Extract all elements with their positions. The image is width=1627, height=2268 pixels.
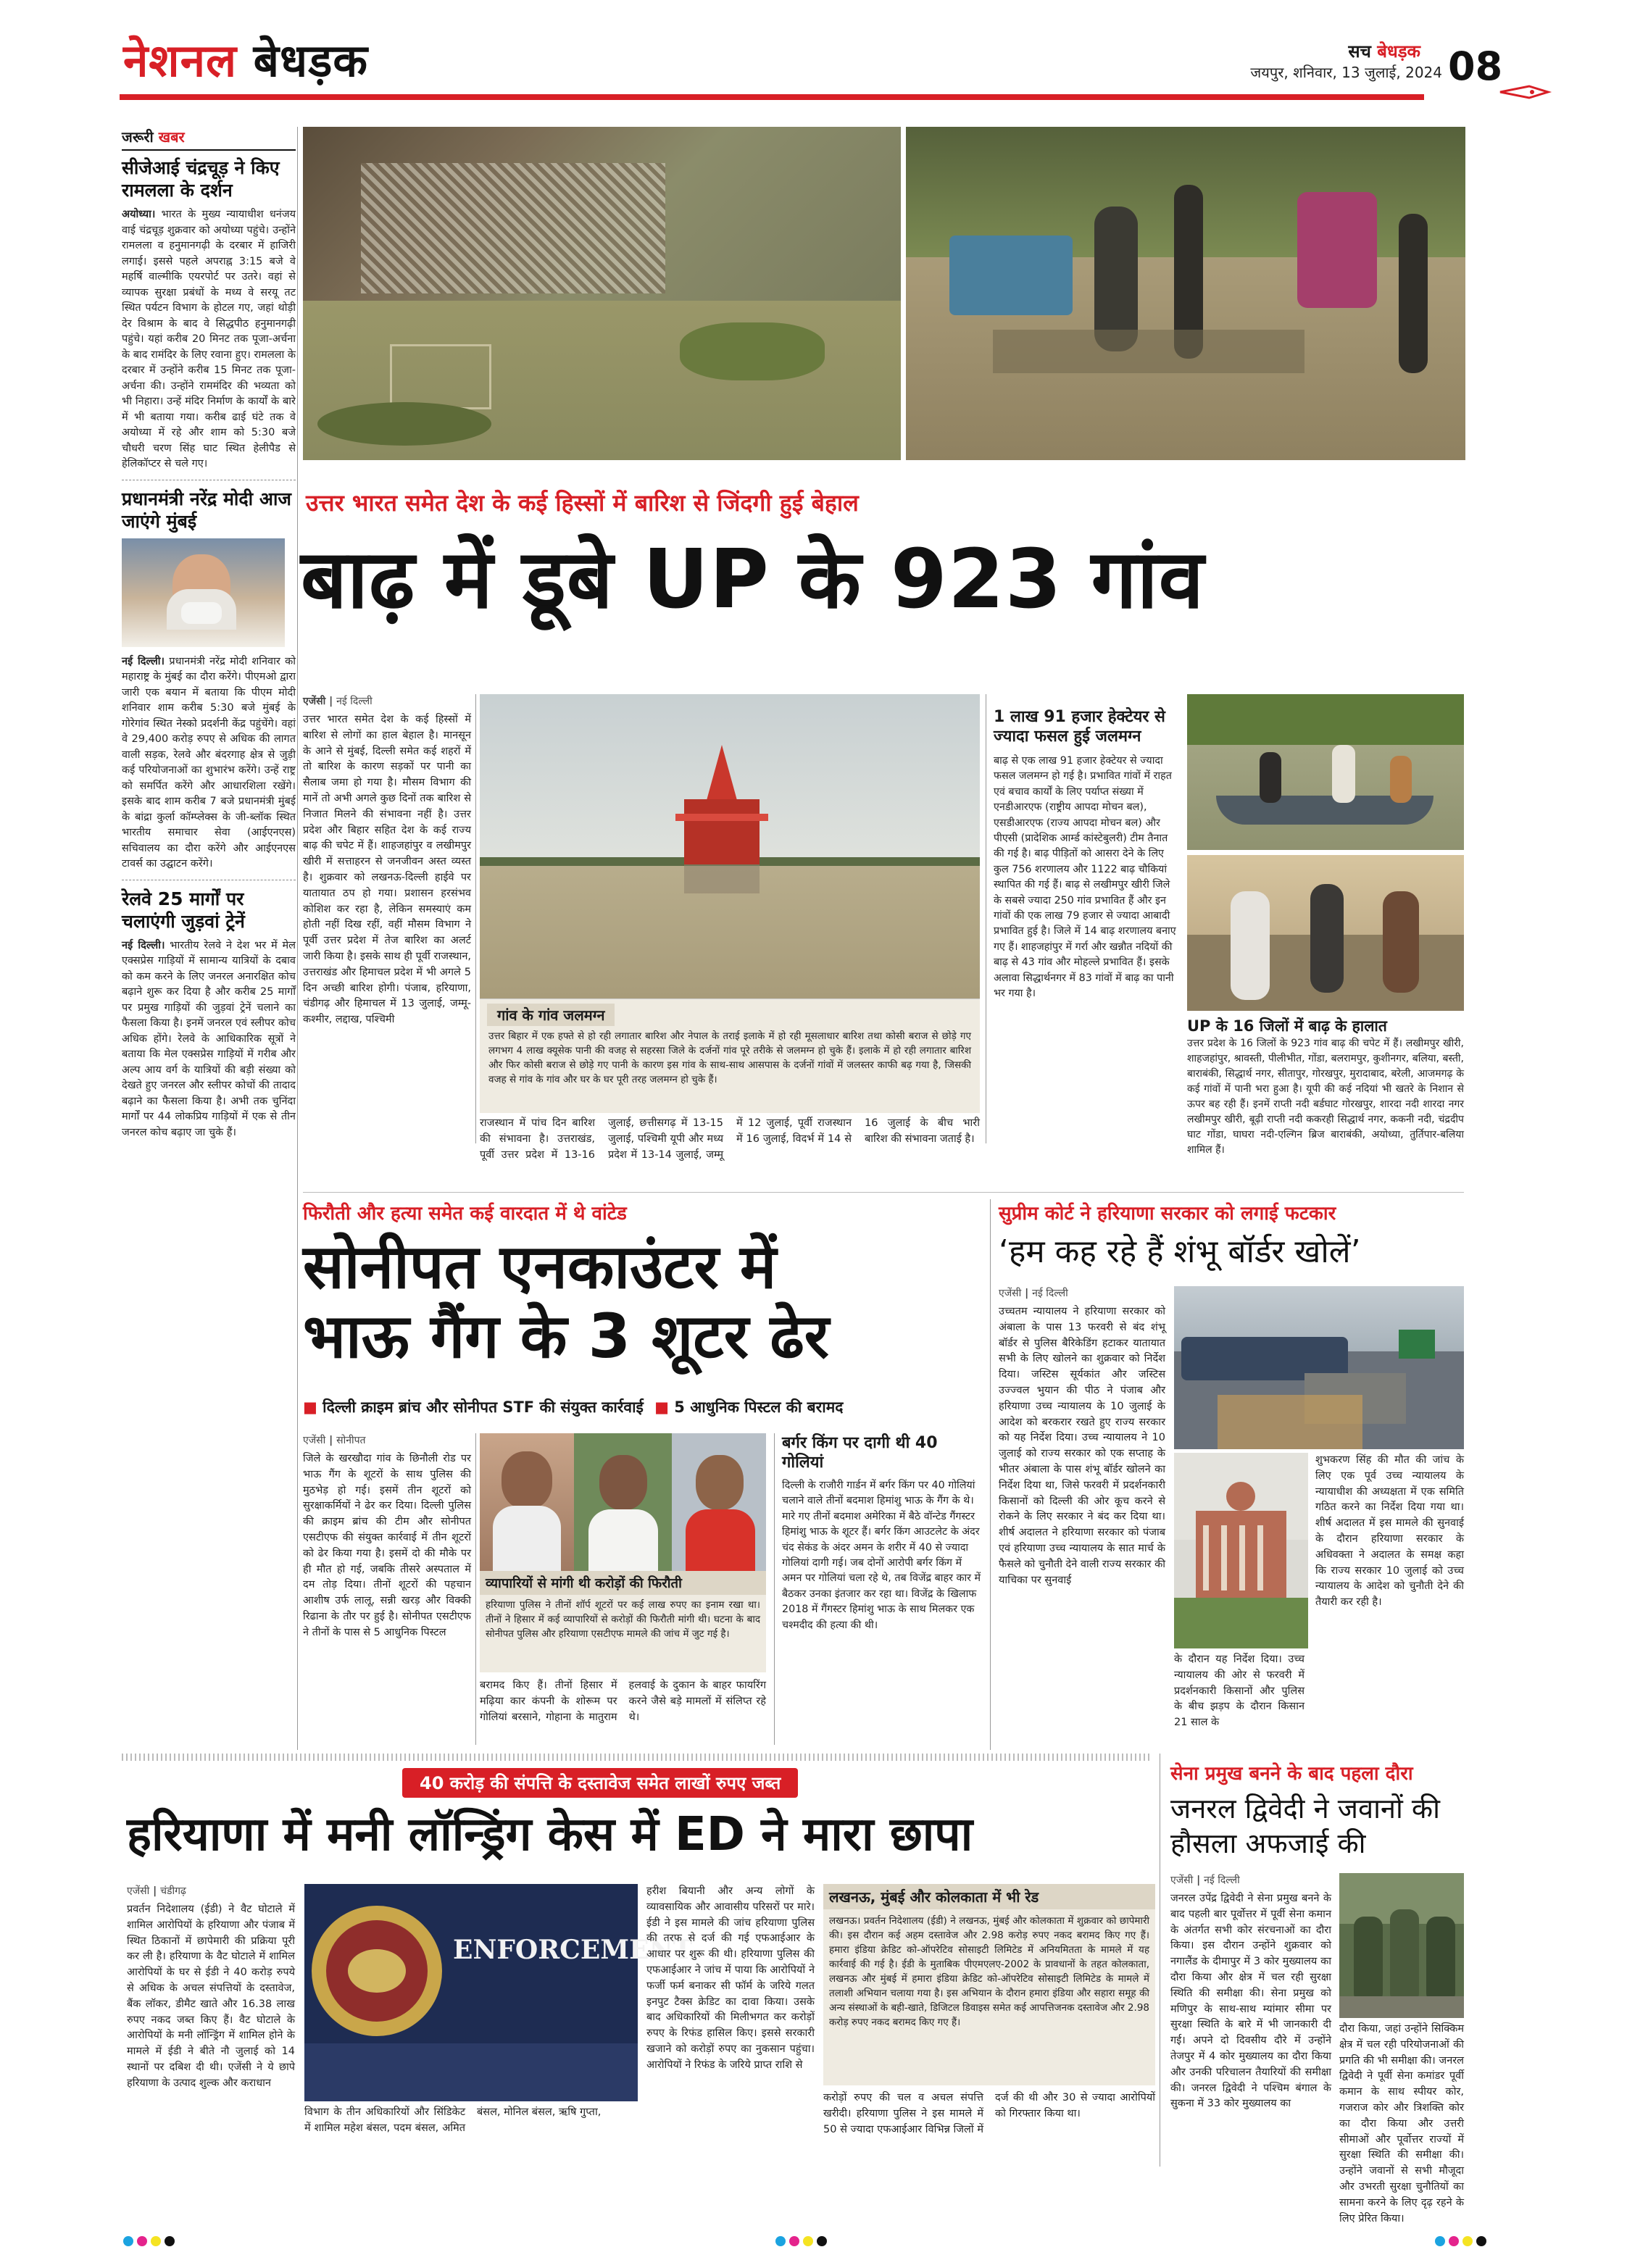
up-box-title: UP के 16 जिलों में बाढ़ के हालात: [1187, 1017, 1387, 1035]
flood-agency: एजेंसी | नई दिल्ली: [303, 696, 373, 707]
extortion-body: हरियाणा पुलिस ने तीनों शॉर्प शूटरों पर कई लाख रुपए का इनाम रखा था। तीनों ने हिसार में कई व्यापारियों से करोड़ों की फिरौती मांगी थी। घटना के बाद सोनीपत पुलिस और हरियाणा एसटीएफ मामले की जांच में जुट गई है।: [486, 1599, 760, 1640]
village-wading-photo: [1187, 855, 1464, 1011]
crop-box-body: बाढ़ से एक लाख 91 हजार हेक्टेयर से ज्यादा फसल जलमग्न हो गई है। प्रभावित गांवों में राहत एवं बचाव कार्यों के लिए पर्याप्त संख्या में एनडीआरएफ (राष्ट्रीय आपदा मोचन बल), एसडीआरएफ (राज्य आपदा मोचन बल) और पीएसी (प्रादेशिक आर्म्ड कांस्टेबुलरी) टीम तैनात की गई है। बाढ़ पीड़ितों को आसरा देने के लिए कुल 756 शरणालय और 1122 बाढ़ चौकियां स्थापित की गई हैं। बाढ़ से लखीमपुर खीरी जिले के सबसे ज्यादा 250 गांव प्रभावित हैं और इन गांवों की एक लाख 79 हजार से ज्यादा आबादी प्रभावित हुई है। जिले में 14 बाढ़ शरणालय बनाए गए हैं। शाहजहांपुर में गर्रा और खन्नौत नदियों की बाढ़ से 43 गांव और मोहल्ले प्रभावित हैं। इसके अलावा सिद्धार्थनगर में 83 गांवों में बाढ़ का पानी भर गया है।: [994, 755, 1176, 1000]
square-bullet-icon: ■: [303, 1398, 317, 1416]
masthead-rule: [120, 94, 1424, 100]
sidebar-story2-headline: प्रधानमंत्री नरेंद्र मोदी आज जाएंगे मुंबई: [122, 488, 291, 532]
ed-body-continued: विभाग के तीन अधिकारियों और सिंडिकेट में शामिल महेश बंसल, पदम बंसल, अमित बंसल, मोनिल बंसल, ऋषि गुप्ता,: [304, 2106, 602, 2134]
sonipat-bullets: [303, 1397, 843, 1417]
crop-box: [986, 694, 1180, 1143]
boat-rescue-photo: [1187, 694, 1464, 850]
sc-body-continued: के दौरान यह निर्देश दिया। उच्च न्यायालय की ओर से फरवरी में प्रदर्शनकारी किसानों और पुलिस के बीच झड़प के दौरान किसान 21 साल के: [1174, 1654, 1304, 1729]
divider: [303, 1192, 1464, 1193]
pen-nib-icon: [1500, 84, 1551, 100]
square-bullet-icon: ■: [654, 1398, 669, 1416]
flood-people-photo: [906, 127, 1465, 460]
agency-city: सोनीपत: [336, 1435, 366, 1446]
tagline: [1174, 39, 1420, 63]
sonipat-body-continued: बरामद किए हैं। तीनों हिसार में मढ़िया कार कंपनी के शोरूम पर गोलियां बरसाने, गोहाना के मातुराम हलवाई के दुकान के बाहर फायरिंग करने जैसे बड़े मामलों में संलिप्त रहे थे।: [480, 1680, 766, 1723]
bullet-2: 5 आधुनिक पिस्टल की बरामद: [674, 1398, 844, 1416]
army-chief-photo: [1339, 1873, 1464, 2018]
burger-body: दिल्ली के राजौरी गार्डन में बर्गर किंग पर 40 गोलियां चलाने वाले तीनों बदमाश हिमांशु भाऊ के गैंग के थे। मारे गए तीनों बदमाश अमेरिका में बैठे वॉन्टेड गैंगस्टर हिमांशु भाऊ के शूटर हैं। बर्गर किंग आउटलेट के अंदर चंद सेकंड के अंदर अमन के शरीर में 40 से ज्यादा गोलियां दागी गई। जब दोनों आरोपी बर्गर किंग में अमन पर गोलियां चला रहे थे, तब विजेंद्र बाहर कार में बैठकर उनका इंतजार कर रहा था। विजेंद्र के खिलाफ 2018 में गैंगस्टर हिमांशु भाऊ के साथ मिलकर एक चश्मदीद की हत्या की थी।: [782, 1480, 981, 1631]
army-agency: एजेंसी | नई दिल्ली: [1170, 1875, 1240, 1886]
ed-body: प्रवर्तन निदेशालय (ईडी) ने वैट घोटाले में शामिल आरोपियों के हरियाणा और पंजाब में स्थित ठिकानों में छापेमारी की प्रक्रिया पूरी कर ली है। हरियाणा के वैट घोटाले में शामिल आरोपियों के घर से ईडी ने 40 करोड़ रुपये से अधिक के अचल संपत्तियों के दस्तावेज, बैंक लॉकर, डीमैट खाते और 16.38 लाख रुपए नकद जब्त किए हैं। वैट घोटाले के आरोपियों के मनी लॉन्ड्रिंग में शामिल होने के मामले में ईडी ने बीते नौ जुलाई को 14 स्थानों पर दबिश दी थी। एजेंसी ने ये छापे हरियाणा के उत्पाद शुल्क और कराधान: [127, 1904, 295, 2089]
shambhu-border-photo: [1174, 1286, 1464, 1449]
temple-caption-text: उत्तर बिहार में एक हफ्ते से हो रही लगातार बारिश और नेपाल के तराई इलाके में हो रही मूसलाधार बारिश तथा कोसी बराज से छोड़े गए लगभग 4 लाख क्यूसेक पानी की वजह से सहरसा जिले के दर्जनों गांव पूरे तरीके से जलमग्न हो चुके हैं। इलाके में हो रही लगातार बारिश और फिर कोसी बराज से छोड़े गए पानी के कारण इस गांव के साथ-साथ आसपास के दर्जनों गांवों में जलस्तर काफी बढ़ गया है, जिसकी वजह से गांव के गांव और घर के घर पूरी तरह जलमग्न हो चुके हैं।: [488, 1030, 971, 1085]
sidebar-story1-dateline: अयोध्या।: [122, 209, 156, 220]
sc-body-end: शुभकरण सिंह की मौत की जांच के लिए एक पूर्व उच्च न्यायालय के न्यायाधीश की अध्यक्षता में एक समिति गठित करने का निर्देश दिया गया था। शीर्ष अदालत में इस मामले की सुनवाई के दौरान हरियाणा सरकार के अधिवक्ता ने अदालत के समक्ष कहा कि राज्य सरकार 10 जुलाई को उच्च न्यायालय के आदेश को चुनौती देने की तैयारी कर रही है।: [1315, 1454, 1464, 1609]
sonipat-agency: एजेंसी | सोनीपत: [303, 1435, 366, 1446]
registration-dots-center: [775, 2235, 831, 2249]
divider: [475, 1433, 476, 1745]
section-tag-part2: खबर: [158, 128, 185, 146]
agency-name: एजेंसी: [303, 696, 326, 707]
ed-headline: हरियाणा में मनी लॉन्ड्रिंग केस में ED ने मारा छापा: [127, 1808, 973, 1861]
flood-aerial-photo: [303, 127, 901, 460]
army-body: जनरल उपेंद्र द्विवेदी ने सेना प्रमुख बनने के बाद पहली बार पूर्वोत्तर में पूर्वी सेना कमान के अंतर्गत सभी कोर संरचनाओं का दौरा किया। इस दौरान उन्होंने शुक्रवार को नगालैंड के दीमापुर में 3 कोर मुख्यालय का दौरा किया और क्षेत्र में चल रही सुरक्षा स्थिति की समीक्षा की। सेना प्रमुख को मणिपुर के साथ-साथ म्यांमार सीमा पर सुरक्षा स्थिति के बारे में भी जानकारी दी गई। अपने दो दिवसीय दौरे में उन्होंने तेजपुर में 4 कोर मुख्यालय का दौरा किया और उनकी परिचालन तैयारियों की समीक्षा की। जनरल द्विवेदी ने पश्चिम बंगाल के सुकना में 33 कोर मुख्यालय का: [1170, 1893, 1331, 2110]
sc-headline: ‘हम कह रहे हैं शंभू बॉर्डर खोलें’: [999, 1233, 1361, 1270]
crop-box-headline: 1 लाख 91 हजार हेक्टेयर से ज्यादा फसल हुई जलमग्न: [994, 708, 1165, 746]
sonipat-kicker: फिरौती और हत्या समेत कई वारदात में थे वांटेड: [303, 1203, 627, 1225]
ed-photo-text: ENFORCEMENT: [453, 1935, 693, 1965]
sidebar-story1-text: भारत के मुख्य न्यायाधीश धनंजय वाई चंद्रचूड़ शुक्रवार को अयोध्या पहुंचे। उन्होंने रामलला व हनुमानगढ़ी के दरबार में हाजिरी लगाई। इससे पहले अपराह्न 3:15 बजे वे महर्षि वाल्मीकि एयरपोर्ट पर उतरे। वहां से व्यापक सुरक्षा प्रबंधों के मध्य वे सरयू तट स्थित पर्यटन विभाग के होटल गए, जहां थोड़ी देर विश्राम के बाद वे सिद्धपीठ हनुमानगढ़ी पहुंचे। यहां करीब 20 मिनट तक पूजा-अर्चना के बाद रामंदिर के लिए रवाना हुए। रामलला के दरबार में उन्होंने करीब 15 मिनट तक पूजा-अर्चना की। उन्होंने राममंदिर की भव्यता को भी निहारा। उन्हें मंदिर निर्माण के कार्यों के बारे में भी बताया गया। करीब ढाई घंटे तक वे अयोध्या में रहे और शाम को 5:30 बजे चौधरी चरण सिंह घाट स्थित हेलीपैड से हेलिकॉप्टर से चले गए।: [122, 209, 296, 470]
ed-box-title: लखनऊ, मुंबई और कोलकाता में भी रेड: [823, 1884, 1155, 1909]
sidebar-story3-headline: रेलवे 25 मार्गों पर चलाएंगी जुड़वां ट्रेनें: [122, 888, 245, 932]
army-headline: जनरल द्विवेदी ने जवानों की हौसला अफजाई की: [1170, 1793, 1440, 1859]
ed-office-photo: [304, 1884, 693, 2101]
section-strip: [122, 1754, 1151, 1761]
bullet-1: दिल्ली क्राइम ब्रांच और सोनीपत STF की संयुक्त कार्रवाई: [323, 1398, 644, 1416]
up-box: [1187, 1016, 1464, 1158]
agency-city: नई दिल्ली: [1032, 1288, 1068, 1299]
sonipat-headline-line2: भाऊ गैंग के 3 शूटर ढेर: [303, 1301, 829, 1372]
ed-box-body: लखनऊ। प्रवर्तन निदेशालय (ईडी) ने लखनऊ, मुंबई और कोलकाता में शुक्रवार को छापेमारी की। इस दौरान कई अहम दस्तावेज और 2.98 करोड़ रुपए नकद बरामद किए गए हैं। हमारा इंडिया क्रेडिट को-ऑपरेटिव सोसाइटी लिमिटेड में अनियमितता के मामले में यह कार्रवाई की गई है। ईडी के मुताबिक पीएमएलए-2002 के प्रावधानों के तहत कोलकाता, लखनऊ और मुंबई में हमारा इंडिया क्रेडिट को-ऑपरेटिव सोसाइटी लिमिटेड के मामले में तलाशी अभियान चलाया गया है। इस अभियान के दौरान हमारा इंडिया और सहारा समूह की अन्य संस्थाओं के बही-खाते, डिजिटल डिवाइस समेत कई आपत्तिजनक दस्तावेज और 2.98 करोड़ रुपए नकद बरामद किए गए हैं।: [829, 1915, 1149, 2028]
temple-caption-title: गांव के गांव जलमग्न: [487, 1004, 615, 1026]
army-kicker: सेना प्रमुख बनने के बाद पहला दौरा: [1170, 1763, 1413, 1785]
section-tag-part1: जरूरी: [122, 128, 154, 146]
flood-kicker: उत्तर भारत समेत देश के कई हिस्सों में बारिश से जिंदगी हुई बेहाल: [306, 489, 859, 517]
burger-title: बर्गर किंग पर दागी थी 40 गोलियां: [782, 1434, 938, 1472]
divider: [990, 1199, 991, 1750]
brand-part1: नेशनल: [123, 34, 238, 87]
sidebar-story3-dateline: नई दिल्ली।: [122, 939, 165, 951]
flood-body: उत्तर भारत समेत देश के कई हिस्सों में बारिश से लोगों का हाल बेहाल है। मानसून के आने से मुंबई, दिल्ली समेत कई शहरों में तो बारिश के कारण सड़कों पर पानी का सैलाब जमा हो गया है। मौसम विभाग की मानें तो अभी अगले कुछ दिनों तक बारिश से निजात मिलने की संभावना नहीं है। उत्तर प्रदेश और बिहार सहित देश के कई राज्य बाढ़ की चपेट में हैं। शाहजहांपुर व लखीमपुर खीरी में सत्ताहरन से जनजीवन अस्त व्यस्त है। शुक्रवार को लखनऊ-दिल्ली हाईवे पर यातायात ठप हो गया। प्रशासन हरसंभव कोशिश कर रहा है, लेकिन समस्याएं कम होती नहीं दिख रहीं, वहीं मौसम विभाग ने पूर्वी उत्तर प्रदेश में तेज बारिश का अलर्ट जारी किया है। इसके साथ ही पूर्वी राजस्थान, उत्तराखंड और हिमाचल प्रदेश में भी अगले 5 दिन अच्छी बारिश होगी। पंजाब, हरियाणा, चंडीगढ़ और हिमाचल में 13 जुलाई, जम्मू-कश्मीर, लद्दाख, पश्चिमी: [303, 714, 471, 1026]
agency-name: एजेंसी: [303, 1435, 326, 1446]
sidebar-story2-dateline: नई दिल्ली।: [122, 655, 165, 667]
sidebar-story2-body: [122, 654, 296, 872]
section-tag: [122, 127, 296, 151]
sidebar-story1-body: [122, 207, 296, 472]
sc-body: उच्चतम न्यायालय ने हरियाणा सरकार को अंबाला के पास 13 फरवरी से बंद शंभू बॉर्डर से पुलिस बैरिकेडिंग हटाकर यातायात सभी के लिए खोलने का शुक्रवार को निर्देश दिया। जस्टिस सूर्यकांत और जस्टिस उज्ज्वल भुयान की पीठ ने पंजाब और हरियाणा उच्च न्यायालय के 10 जुलाई के आदेश को बरकरार रखते हुए राज्य सरकार को यह निर्देश दिया। उच्च न्यायालय ने 10 जुलाई को राज्य सरकार को एक सप्ताह के भीतर अंबाला के पास शंभू बॉर्डर खोलने का निर्देश दिया था, जिसे फरवरी में प्रदर्शनकारी किसानों को दिल्ली की ओर कूच करने से रोकने के लिए सरकार ने बंद कर दिया था। शीर्ष अदालत ने हरियाणा सरकार को पंजाब एवं हरियाणा उच्च न्यायालय के सात मार्च के फैसले को चुनौती देने वाली राज्य सरकार की याचिका पर सुनवाई: [999, 1306, 1165, 1586]
sidebar-story1-headline: सीजेआई चंद्रचूड़ ने किए रामलला के दर्शन: [122, 157, 280, 201]
registration-dots-left: [123, 2235, 178, 2249]
agency-name: एजेंसी: [127, 1885, 150, 1897]
temple-caption: [480, 998, 980, 1113]
temple-flood-photo: [480, 694, 980, 998]
flood-headline: बाढ़ में डूबे UP के 923 गांव: [301, 533, 1204, 627]
sidebar-divider: [297, 127, 298, 1750]
divider: [475, 694, 476, 1143]
sidebar-story3-text: भारतीय रेलवे ने देश भर में मेल एक्सप्रेस गाड़ियों में सामान्य यात्रियों के दबाव को कम करने के लिए जनरल अनारक्षित कोच बढ़ाने शुरू कर दिया है और करीब 25 मार्गों पर प्रमुख गाड़ियों की जुड़वां ट्रेनें चलाने का फैसला किया है। इनमें जनरल एवं स्लीपर कोच अधिक होंगे। रेलवे के आधिकारिक सूत्रों ने बताया कि मेल एक्सप्रेस गाड़ियों में गरीब और अल्प आय वर्ग के यात्रियों की बड़ी संख्या को देखते हुए जनरल और स्लीपर कोचों की तादाद बढ़ाने का फैसला किया है। अभी तक चुनिंदा मार्गों पर 44 लोकप्रिय गाड़ियों में एक से तीन जनरल कोच बढ़ाए जा चुके हैं।: [122, 939, 296, 1138]
flood-body-continued: राजस्थान में पांच दिन बारिश की संभावना है। उत्तराखंड, पूर्वी उत्तर प्रदेश में 13-16 जुलाई, छत्तीसगढ़ में 13-15 जुलाई, पश्चिमी यूपी और मध्य प्रदेश में 13-14 जुलाई, जम्मू में 12 जुलाई, पूर्वी राजस्थान में 16 जुलाई, विदर्भ में 14 से 16 जुलाई के बीच भारी बारिश की संभावना जताई है।: [480, 1117, 980, 1161]
up-box-body: उत्तर प्रदेश के 16 जिलों के 923 गांव बाढ़ की चपेट में हैं। लखीमपुर खीरी, शाहजहांपुर, श्रावस्ती, पीलीभीत, गोंडा, बलरामपुर, कुशीनगर, बलिया, बस्ती, बाराबंकी, सिद्धार्थ नगर, सीतापुर, गोरखपुर, मुरादाबाद, बरेली, आजमगढ़ के कई गांवों में पानी भरा हुआ है। यूपी की कई नदियां भी खतरे के निशान से ऊपर बह रही हैं। इनमें राप्ती नदी बर्डघाट गोरखपुर, शारदा नदी शारदा नगर लखीमपुर खीरी, बूढ़ी राप्ती नदी ककरही सिद्धार्थ नगर, ककनी नदी, चंद्रदीप घाट गोंडा, घाघरा नदी-एल्गिन ब्रिज बाराबंकी, अयोध्या, तुर्तिपार-बलिया शामिल हैं।: [1187, 1038, 1464, 1156]
supreme-court-photo: [1174, 1453, 1308, 1648]
shooters-photo: [480, 1433, 766, 1571]
sidebar-story3-body: [122, 938, 296, 1141]
dateline: जयपुर, शनिवार, 13 जुलाई, 2024: [1250, 64, 1442, 81]
agency-name: एजेंसी: [999, 1288, 1022, 1299]
extortion-title: व्यापारियों से मांगी थी करोड़ों की फिरौती: [480, 1571, 766, 1595]
sc-kicker: सुप्रीम कोर्ट ने हरियाणा सरकार को लगाई फटकार: [999, 1203, 1336, 1225]
agency-city: चंडीगढ़: [160, 1885, 186, 1897]
sidebar-story2-text: प्रधानमंत्री नरेंद्र मोदी शनिवार को महाराष्ट्र के मुंबई का दौरा करेंगे। पीएमओ द्वारा जारी एक बयान में बताया कि पीएम मोदी शनिवार शाम करीब 5:30 बजे मुंबई के गोरेगांव स्थित नेस्को प्रदर्शनी केंद्र पहुंचेंगे। वहां वे 29,400 करोड़ रुपए से अधिक की लागत वाली सड़क, रेलवे और बंदरगाह क्षेत्र से जुड़ी कई परियोजनाओं का शुभारंभ करेंगे। उन्हें राष्ट्र को समर्पित करेंगे और आधारशिला रखेंगे। इसके बाद शाम करीब 7 बजे प्रधानमंत्री मुंबई के बांद्रा कुर्ला कॉम्प्लेक्स के जी-ब्लॉक स्थित भारतीय समाचार सेवा (आईएनएस) सचिवालय का दौरा करेंगे और आईएनएस टावर्स का उद्घाटन करेंगे।: [122, 655, 296, 870]
burger-box: [774, 1433, 984, 1745]
brand-part2: बेधड़क: [253, 34, 368, 87]
page-number: 08: [1448, 43, 1503, 89]
sonipat-body: जिले के खरखौदा गांव के छिनौली रोड पर भाऊ गैंग के शूटरों के साथ पुलिस की मुठभेड़ हो गई। इसमें तीन शूटरों को सुरक्षाकर्मियों ने ढेर कर दिया। दिल्ली पुलिस की क्राइम ब्रांच की टीम और सोनीपत एसटीएफ की संयुक्त कार्रवाई में तीन शूटरों को ढेर किया गया है। इसमें दो की मौके पर ही मौत हो गई, जबकि तीसरे अस्पताल में दम तोड़ दिया। तीनों शूटरों की पहचान आशीष उर्फ लालू, सन्नी खरड़ और विक्की रिढाना के तौर पर हुई है। सोनीपत एसटीएफ ने तीनों के पास से 5 आधुनिक पिस्टल: [303, 1453, 471, 1638]
agency-name: एजेंसी: [1170, 1875, 1194, 1886]
agency-city: नई दिल्ली: [1204, 1875, 1240, 1886]
brand-logo: [123, 35, 368, 87]
ed-box: [823, 1884, 1155, 2085]
extortion-box: [480, 1571, 766, 1672]
ed-body-middle: हरीश बियानी और अन्य लोगों के व्यावसायिक और आवासीय परिसरों पर मारे। ईडी ने इस मामले की जांच हरियाणा पुलिस की तरफ से दर्ज की गई एफआईआर के आधार पर शुरू की थी। हरियाणा पुलिस की एफआईआर ने जांच में पाया कि आरोपियों ने फर्जी फर्म बनाकर सी फॉर्म के जरिये गलत इनपुट टैक्स क्रेडिट का दावा किया। उसके बाद अधिकारियों की मिलीभगत कर करोड़ों रुपए के रिफंड हासिल किए। इससे सरकारी खजाने को करोड़ों रुपए का नुकसान पहुंचा। आरोपियों ने रिफंड के जरिये प्राप्त राशि से: [646, 1885, 815, 2071]
sonipat-headline: [303, 1232, 984, 1371]
sonipat-headline-line1: सोनीपत एनकाउंटर में: [303, 1231, 777, 1302]
modi-photo: [122, 538, 285, 647]
registration-dots-right: [1435, 2235, 1490, 2249]
agency-city: नई दिल्ली: [336, 696, 373, 707]
ed-body-end: करोड़ों रुपए की चल व अचल संपत्ति खरीदी। हरियाणा पुलिस ने इस मामले में 50 से ज्यादा एफआईआर विभिन्न जिलों में दर्ज की थी और 30 से ज्यादा आरोपियों को गिरफ्तार किया था।: [823, 2092, 1155, 2135]
tagline-part2: बेधड़क: [1377, 41, 1420, 62]
ed-kicker: 40 करोड़ की संपत्ति के दस्तावेज समेत लाखों रुपए जब्त: [402, 1768, 798, 1798]
army-body-continued: दौरा किया, जहां उन्होंने सिक्किम क्षेत्र में चल रही परियोजनाओं की प्रगति की भी समीक्षा की। जनरल द्विवेदी ने पूर्वी सेना कमांडर पूर्वी कमान के साथ स्पीयर कोर, गजराज कोर और त्रिशक्ति कोर का दौरा किया और उत्तरी सीमाओं और पूर्वोत्तर राज्यों में सुरक्षा स्थिति की समीक्षा की। उन्होंने जवानों से सभी मौजूदा और उभरती सुरक्षा चुनौतियों का सामना करने के लिए दृढ़ रहने के लिए प्रेरित किया।: [1339, 2023, 1464, 2225]
ed-agency: एजेंसी | चंडीगढ़: [127, 1885, 186, 1897]
sc-agency: एजेंसी | नई दिल्ली: [999, 1288, 1068, 1299]
tagline-part1: सच: [1348, 41, 1371, 62]
sidebar: [122, 127, 296, 1775]
